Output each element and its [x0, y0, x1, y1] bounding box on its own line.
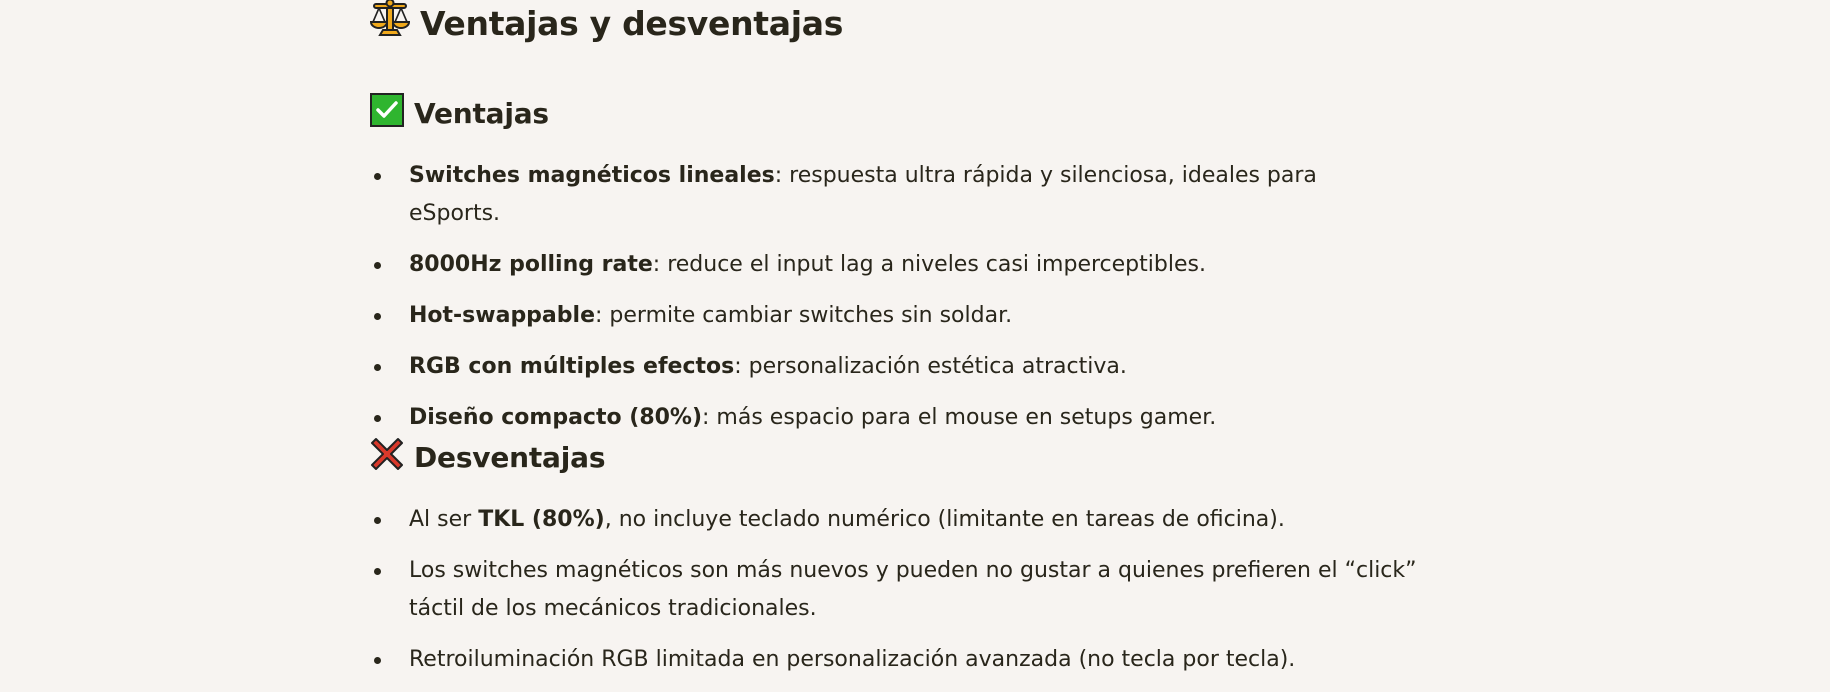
- check-mark-icon: [370, 93, 404, 134]
- cons-list: [370, 501, 1417, 692]
- list-item: Retroiluminación RGB limitada en personalización avanzada (no tecla por tecla).: [370, 641, 1400, 679]
- list-item: Hot-swappable: permite cambiar switches sin soldar.: [370, 297, 1400, 335]
- section-heading: [370, 0, 843, 46]
- balance-scale-icon: [370, 0, 410, 49]
- pros-list: [370, 157, 1400, 450]
- list-item: RGB con múltiples efectos: personalización estética atractiva.: [370, 348, 1400, 386]
- list-item: 8000Hz polling rate: reduce el input lag a niveles casi imperceptibles.: [370, 246, 1400, 284]
- cross-mark-icon: [370, 437, 404, 478]
- list-item: Switches magnéticos lineales: respuesta ultra rápida y silenciosa, ideales para eSports.: [370, 157, 1400, 233]
- list-item: Al ser TKL (80%), no incluye teclado numérico (limitante en tareas de oficina).: [370, 501, 1400, 539]
- pros-title: Ventajas: [414, 96, 549, 130]
- list-item: Diseño compacto (80%): más espacio para el mouse en setups gamer.: [370, 399, 1400, 437]
- section-title: Ventajas y desventajas: [420, 3, 844, 43]
- cons-title: Desventajas: [414, 440, 606, 474]
- cons-heading: [370, 437, 605, 477]
- list-item: Los switches magnéticos son más nuevos y pueden no gustar a quienes prefieren el “click” táctil de los mecánicos tradicionales.: [370, 552, 1419, 628]
- pros-heading: [370, 93, 549, 133]
